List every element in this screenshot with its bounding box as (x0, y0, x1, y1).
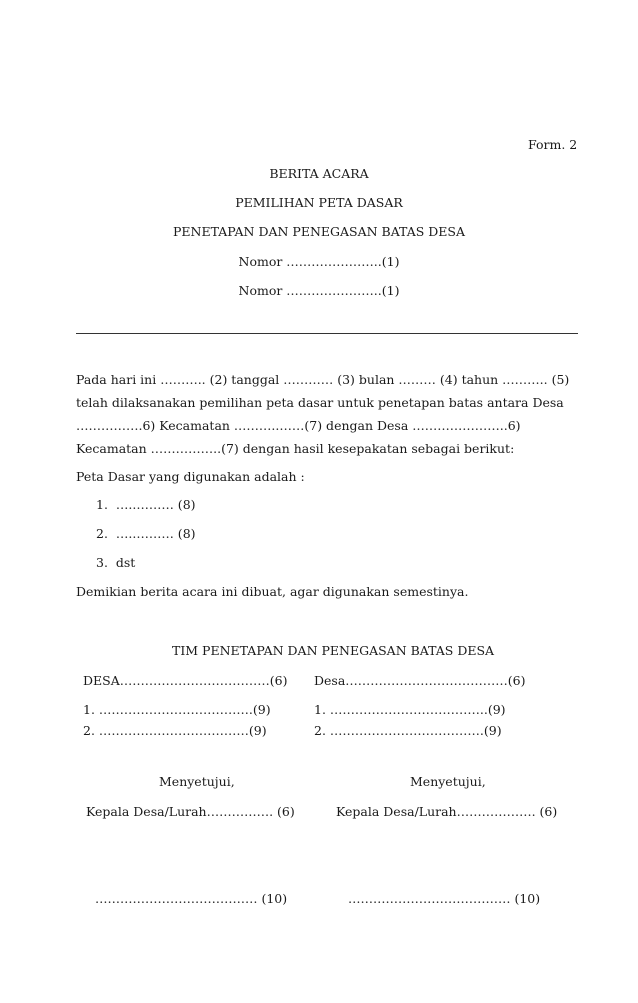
left-approval-role: Kepala Desa/Lurah……………. (6) (86, 804, 295, 819)
list-text: dst (115, 555, 136, 570)
closing-statement: Demikian berita acara ini dibuat, agar digunakan semestinya. (76, 584, 469, 599)
list-text: …..……… (8) (115, 497, 196, 512)
header-divider (76, 333, 578, 334)
list-text: …..……… (8) (115, 526, 196, 541)
body-paragraph (76, 368, 581, 460)
right-approval-label: Menyetujui, (410, 774, 486, 789)
nomor-line-2: Nomor …………………..(1) (238, 283, 400, 298)
document-subtitle-1: PEMILIHAN PETA DASAR (235, 195, 403, 210)
left-member-1: 1. ……………………………….(9) (83, 702, 271, 717)
body-line-4: Kecamatan ……………..(7) dengan hasil kesepakatan sebagai berikut: (76, 441, 515, 456)
peta-dasar-intro: Peta Dasar yang digunakan adalah : (76, 469, 305, 484)
right-approval-role: Kepala Desa/Lurah………………. (6) (336, 804, 558, 819)
list-item (96, 555, 135, 570)
list-number: 1. (96, 497, 108, 512)
list-number: 3. (96, 555, 108, 570)
document-subtitle-2: PENETAPAN DAN PENEGASAN BATAS DESA (172, 224, 466, 239)
right-member-2: 2. ……………………………….(9) (314, 723, 502, 738)
body-line-1: Pada hari ini ……….. (2) tanggal ………… (3) bulan ……… (4) tahun ……….. (5) (76, 372, 570, 387)
document-title: BERITA ACARA (269, 166, 369, 181)
list-number: 2. (96, 526, 108, 541)
list-item (96, 497, 196, 512)
nomor-line-1: Nomor …………………..(1) (238, 254, 400, 269)
right-member-1: 1. ………………………………..(9) (314, 702, 506, 717)
left-member-2: 2. ………………………………(9) (83, 723, 267, 738)
body-line-2: telah dilaksanakan pemilihan peta dasar untuk penetapan batas antara Desa (76, 395, 564, 410)
left-signature-line: ………………………………… (10) (95, 891, 288, 906)
left-desa-line: DESA………………………………(6) (83, 673, 288, 688)
list-item (96, 526, 196, 541)
team-title: TIM PENETAPAN DAN PENEGASAN BATAS DESA (172, 643, 495, 658)
right-desa-line: Desa…………………………………(6) (314, 673, 526, 688)
right-signature-line: ………………………………… (10) (348, 891, 541, 906)
body-line-3: …………….6) Kecamatan ………..……(7) dengan Desa …………………..6) (76, 418, 521, 433)
form-label: Form. 2 (528, 137, 578, 152)
left-approval-label: Menyetujui, (159, 774, 235, 789)
